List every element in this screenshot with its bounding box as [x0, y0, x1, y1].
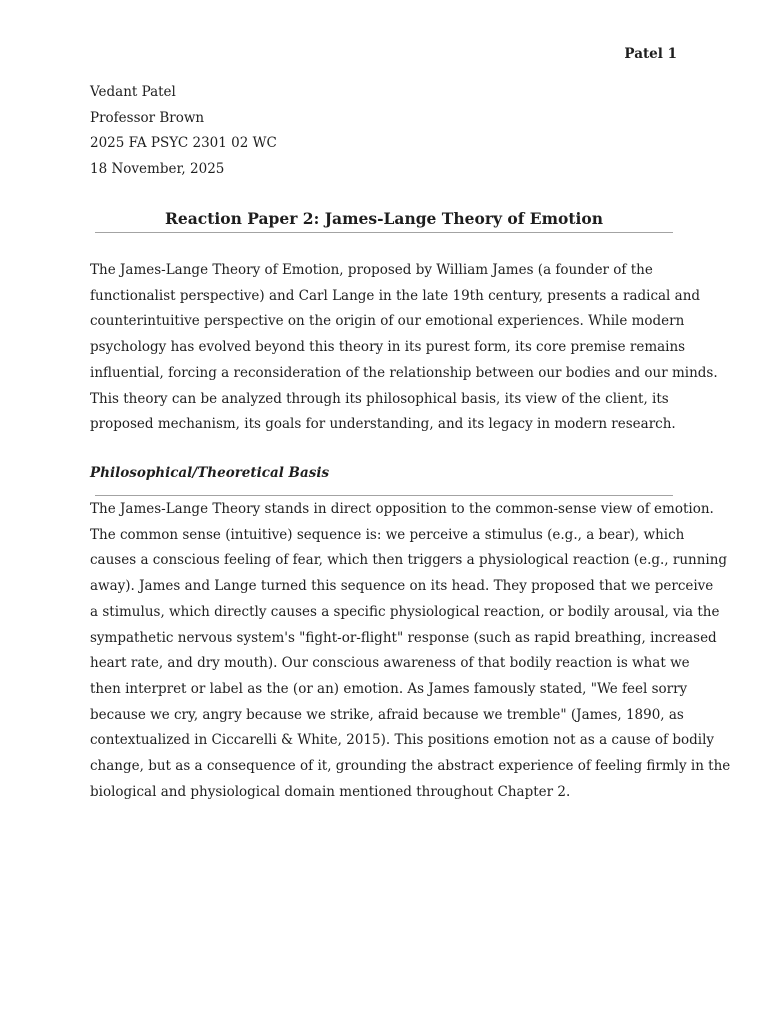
- paragraph-line: The James-Lange Theory of Emotion, proposed by William James (a founder of the: [90, 262, 653, 278]
- paragraph-line: contextualized in Ciccarelli & White, 2015). This positions emotion not as a cause of bodily: [90, 732, 715, 749]
- mla-heading: [90, 80, 277, 183]
- paragraph-line: This theory can be analyzed through its philosophical basis, its view of the client, its: [90, 390, 669, 407]
- submission-date: 18 November, 2025: [90, 161, 225, 178]
- paragraph-line: causes a conscious feeling of fear, which then triggers a physiological reaction (e.g., running: [90, 552, 728, 569]
- paragraph-line: counterintuitive perspective on the origin of our emotional experiences. While modern: [90, 313, 685, 330]
- paragraph-line: functionalist perspective) and Carl Lange in the late 19th century, presents a radical and: [90, 287, 701, 304]
- paragraph-line: sympathetic nervous system's "fight-or-flight" response (such as rapid breathing, increased: [90, 629, 717, 646]
- section-paragraph: [90, 497, 730, 805]
- title-divider: [95, 232, 673, 233]
- paragraph-line: a stimulus, which directly causes a specific physiological reaction, or bodily arousal, via the: [90, 603, 720, 620]
- paragraph-line: then interpret or label as the (or an) emotion. As James famously stated, "We feel sorry: [90, 680, 688, 697]
- paragraph-line: psychology has evolved beyond this theory in its purest form, its core premise remains: [90, 339, 686, 356]
- section-heading: Philosophical/Theoretical Basis: [90, 465, 330, 481]
- paragraph-line: The James-Lange Theory stands in direct opposition to the common-sense view of emotion.: [90, 501, 714, 517]
- paragraph-line: proposed mechanism, its goals for understanding, and its legacy in modern research.: [90, 416, 676, 433]
- paragraph-line: influential, forcing a reconsideration of the relationship between our bodies and our minds.: [90, 364, 718, 381]
- paragraph-line: away). James and Lange turned this sequence on its head. They proposed that we perceive: [90, 578, 714, 595]
- paragraph-line: change, but as a consequence of it, grounding the abstract experience of feeling firmly in the: [90, 758, 731, 775]
- paragraph-line: The common sense (intuitive) sequence is: we perceive a stimulus (e.g., a bear), which: [90, 526, 685, 543]
- paragraph-line: heart rate, and dry mouth). Our conscious awareness of that bodily reaction is what we: [90, 655, 690, 672]
- paragraph-line: because we cry, angry because we strike, afraid because we tremble" (James, 1890, as: [90, 706, 684, 723]
- section-divider: [95, 495, 673, 496]
- intro-paragraph: [90, 258, 718, 438]
- course-name: 2025 FA PSYC 2301 02 WC: [90, 135, 277, 152]
- author-name: Vedant Patel: [90, 84, 176, 100]
- paper-title: Reaction Paper 2: James-Lange Theory of Emotion: [164, 209, 603, 228]
- instructor-name: Professor Brown: [90, 109, 205, 126]
- paragraph-line: biological and physiological domain mentioned throughout Chapter 2.: [90, 783, 571, 800]
- page-number-header: Patel 1: [624, 46, 677, 62]
